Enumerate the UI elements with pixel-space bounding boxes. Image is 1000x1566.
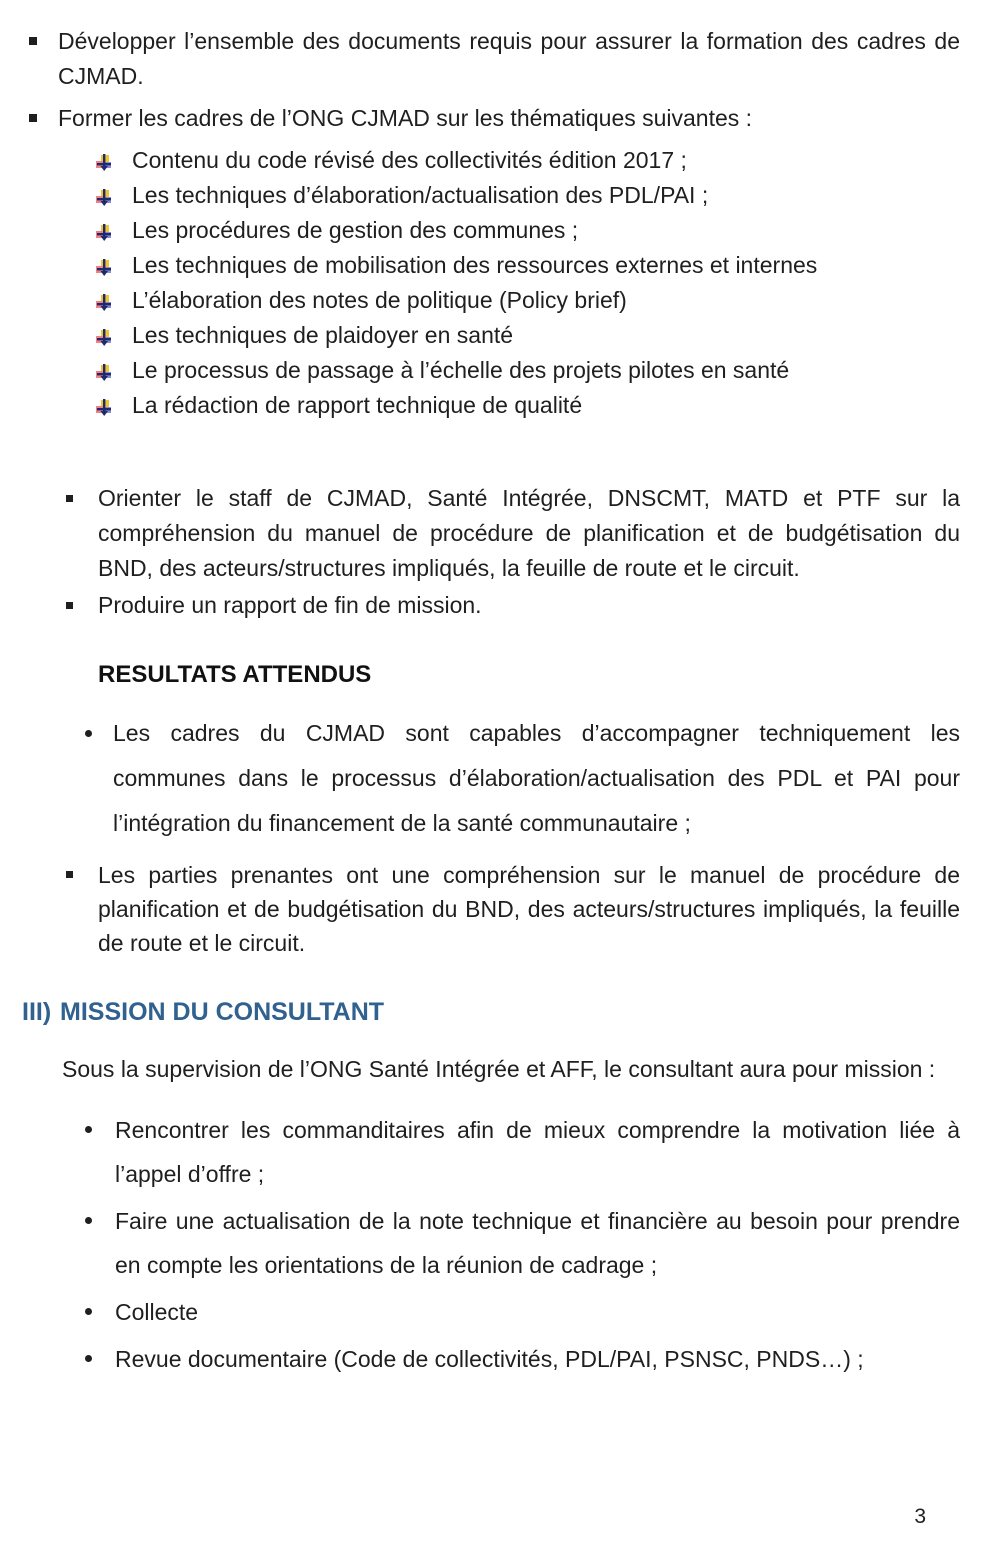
theme-text: Les techniques d’élaboration/actualisation des PDL/PAI ; <box>132 182 709 208</box>
list-item <box>85 1337 960 1381</box>
result-item <box>85 711 960 846</box>
list-item <box>95 388 960 423</box>
theme-text: Les techniques de plaidoyer en santé <box>132 322 514 348</box>
result-item <box>65 858 960 960</box>
list-item <box>65 481 960 586</box>
square-bullet-icon <box>66 495 73 502</box>
intro-bullet-text: Développer l’ensemble des documents requis pour assurer la formation des cadres de CJMAD. <box>58 28 960 89</box>
mission-heading-title: MISSION DU CONSULTANT <box>60 998 385 1026</box>
list-item <box>95 283 960 318</box>
theme-text: Les techniques de mobilisation des ressources externes et internes <box>132 252 818 278</box>
list-item <box>65 588 960 623</box>
themes-list <box>95 143 960 423</box>
mission-item-text: Revue documentaire (Code de collectivités, PDL/PAI, PSNSC, PNDS…) ; <box>115 1346 864 1372</box>
results-heading: RESULTATS ATTENDUS <box>98 661 372 688</box>
list-item <box>95 178 960 213</box>
mission-intro-paragraph: Sous la supervision de l’ONG Santé Intégrée et AFF, le consultant aura pour mission : <box>62 1056 936 1082</box>
mission-item-text: Rencontrer les commanditaires afin de mieux comprendre la motivation liée à l’appel d’offre ; <box>115 1117 960 1187</box>
result-text: Les parties prenantes ont une compréhension sur le manuel de procédure de planification et de budgétisation du BND, des acteurs/structures impliqués, la feuille de route et le circuit. <box>98 862 960 956</box>
down-arrow-bullet-icon <box>95 154 113 172</box>
square-bullet-icon <box>29 37 37 45</box>
mission-section-heading <box>22 998 960 1027</box>
task-text: Produire un rapport de fin de mission. <box>98 592 482 618</box>
task-text: Orienter le staff de CJMAD, Santé Intégrée, DNSCMT, MATD et PTF sur la compréhension du manuel de procédure de planification et de budgétisation du BND, des acteurs/structures impliqués, la feuille de route et le circuit. <box>98 485 960 581</box>
mission-item-text: Collecte <box>115 1299 199 1325</box>
list-item <box>22 24 960 94</box>
theme-text: La rédaction de rapport technique de qualité <box>132 392 583 418</box>
page-number: 3 <box>914 1505 926 1528</box>
list-item <box>95 318 960 353</box>
down-arrow-bullet-icon <box>95 329 113 347</box>
list-item <box>22 101 960 136</box>
list-item <box>85 1108 960 1196</box>
theme-text: Le processus de passage à l’échelle des projets pilotes en santé <box>132 357 790 383</box>
round-bullet-icon <box>85 1217 92 1224</box>
list-item <box>95 353 960 388</box>
square-bullet-icon <box>66 871 73 878</box>
theme-text: Les procédures de gestion des communes ; <box>132 217 579 243</box>
theme-text: Contenu du code révisé des collectivités édition 2017 ; <box>132 147 687 173</box>
mission-item-text: Faire une actualisation de la note technique et financière au besoin pour prendre en compte les orientations de la réunion de cadrage ; <box>115 1208 960 1278</box>
result-text: Les cadres du CJMAD sont capables d’accompagner techniquement les communes dans le processus d’élaboration/actualisation des PDL et PAI pour l’intégration du financement de la santé communautaire ; <box>113 720 960 836</box>
round-bullet-icon <box>85 1355 92 1362</box>
list-item <box>95 248 960 283</box>
tasks-list <box>65 481 960 623</box>
square-bullet-icon <box>29 114 37 122</box>
down-arrow-bullet-icon <box>95 294 113 312</box>
down-arrow-bullet-icon <box>95 364 113 382</box>
list-item <box>85 1290 960 1334</box>
down-arrow-bullet-icon <box>95 189 113 207</box>
round-bullet-icon <box>85 730 92 737</box>
list-item <box>85 1199 960 1287</box>
intro-bullet-list <box>22 24 960 136</box>
down-arrow-bullet-icon <box>95 224 113 242</box>
down-arrow-bullet-icon <box>95 399 113 417</box>
intro-bullet-text: Former les cadres de l’ONG CJMAD sur les thématiques suivantes : <box>58 105 753 131</box>
list-item <box>95 143 960 178</box>
square-bullet-icon <box>66 602 73 609</box>
list-item <box>95 213 960 248</box>
mission-heading-numeral: III) <box>22 998 52 1026</box>
mission-items-list <box>85 1108 960 1381</box>
down-arrow-bullet-icon <box>95 259 113 277</box>
round-bullet-icon <box>85 1126 92 1133</box>
theme-text: L’élaboration des notes de politique (Policy brief) <box>132 287 627 313</box>
round-bullet-icon <box>85 1308 92 1315</box>
